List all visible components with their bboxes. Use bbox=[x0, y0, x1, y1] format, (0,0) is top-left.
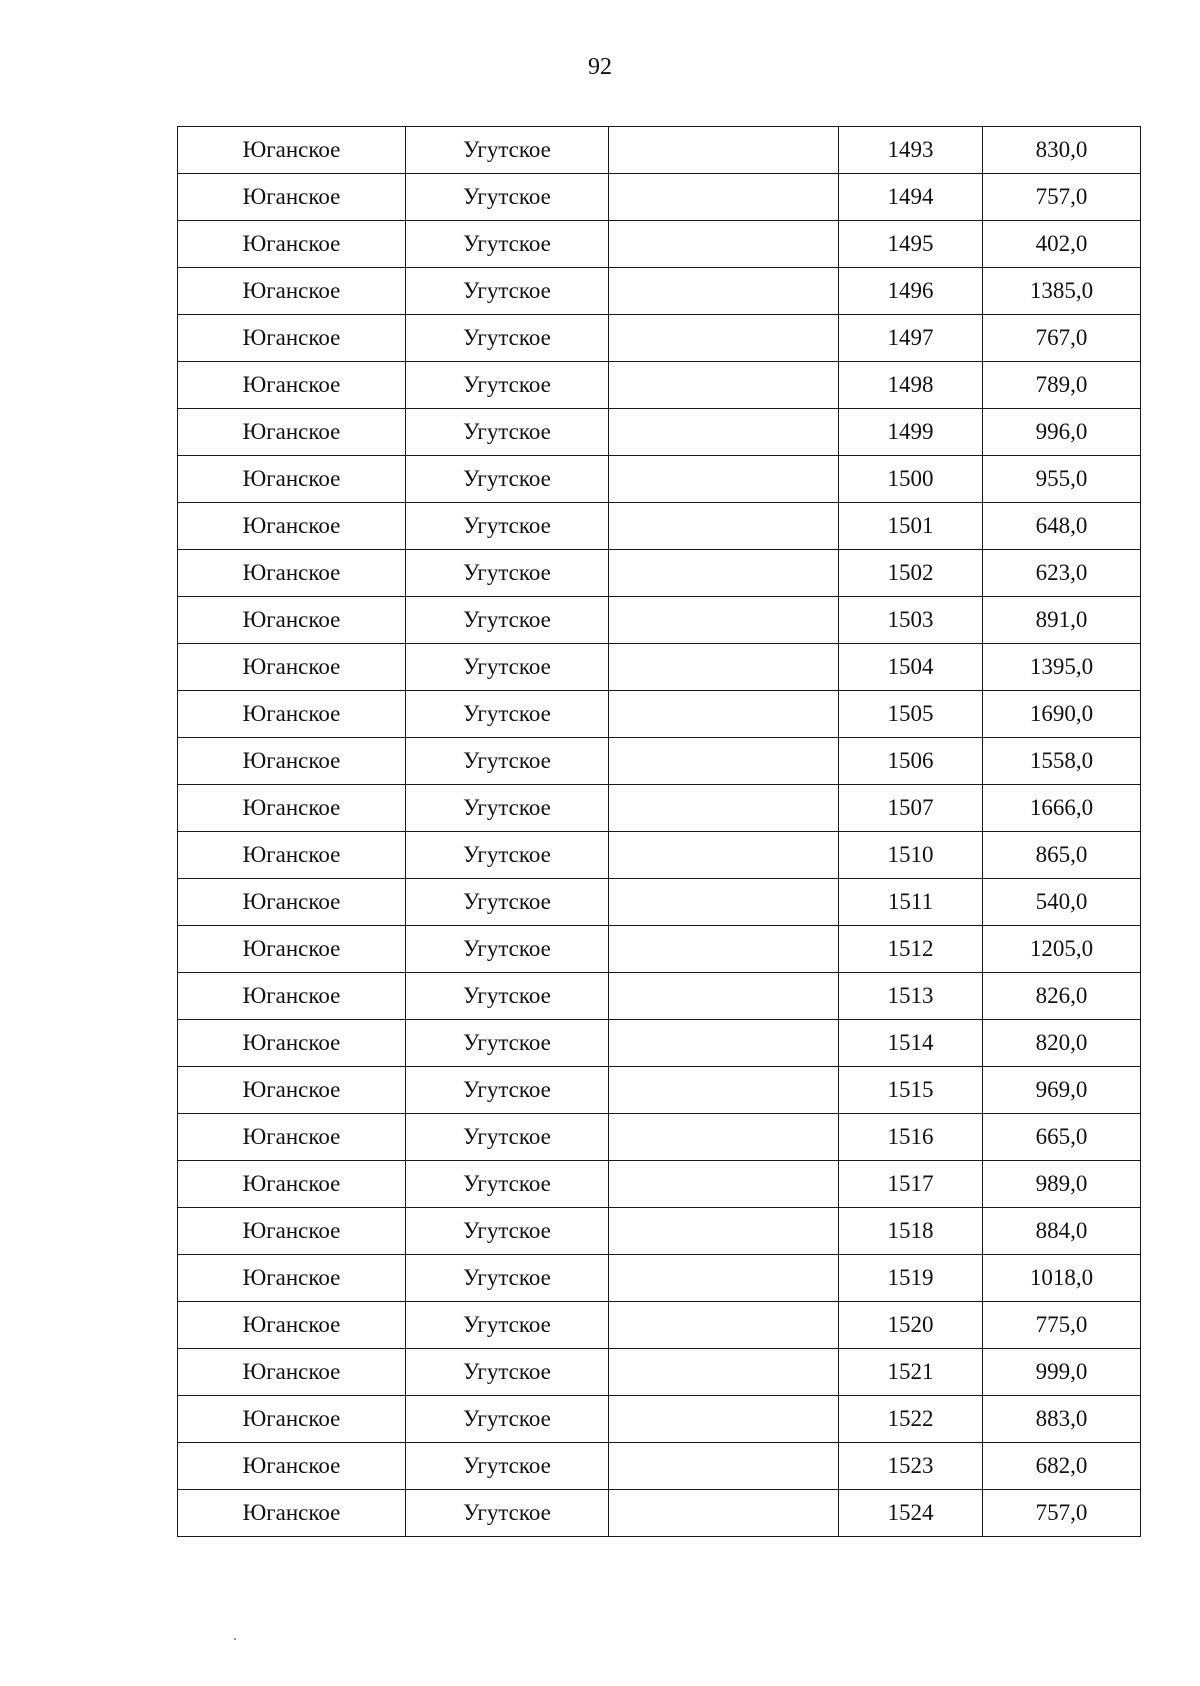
cell-deposit: Юганское bbox=[178, 409, 406, 456]
cell-number: 1503 bbox=[839, 597, 983, 644]
cell-deposit: Юганское bbox=[178, 456, 406, 503]
cell-note bbox=[609, 1208, 839, 1255]
cell-value: 999,0 bbox=[983, 1349, 1141, 1396]
cell-deposit: Юганское bbox=[178, 221, 406, 268]
table-row bbox=[178, 221, 1141, 268]
cell-number: 1493 bbox=[839, 127, 983, 174]
table-row bbox=[178, 785, 1141, 832]
table-row bbox=[178, 738, 1141, 785]
table-row bbox=[178, 1208, 1141, 1255]
table-row bbox=[178, 1161, 1141, 1208]
cell-deposit: Юганское bbox=[178, 832, 406, 879]
cell-note bbox=[609, 832, 839, 879]
table-row bbox=[178, 691, 1141, 738]
cell-number: 1501 bbox=[839, 503, 983, 550]
table-row bbox=[178, 503, 1141, 550]
cell-area: Угутское bbox=[406, 268, 609, 315]
table-row bbox=[178, 1255, 1141, 1302]
cell-number: 1522 bbox=[839, 1396, 983, 1443]
table-row bbox=[178, 268, 1141, 315]
cell-deposit: Юганское bbox=[178, 268, 406, 315]
table-row bbox=[178, 550, 1141, 597]
cell-area: Угутское bbox=[406, 1020, 609, 1067]
cell-number: 1524 bbox=[839, 1490, 983, 1537]
cell-value: 767,0 bbox=[983, 315, 1141, 362]
cell-value: 757,0 bbox=[983, 1490, 1141, 1537]
cell-note bbox=[609, 1349, 839, 1396]
cell-value: 682,0 bbox=[983, 1443, 1141, 1490]
cell-value: 648,0 bbox=[983, 503, 1141, 550]
cell-area: Угутское bbox=[406, 879, 609, 926]
cell-number: 1519 bbox=[839, 1255, 983, 1302]
cell-note bbox=[609, 1114, 839, 1161]
cell-note bbox=[609, 409, 839, 456]
cell-note bbox=[609, 644, 839, 691]
cell-number: 1497 bbox=[839, 315, 983, 362]
cell-number: 1504 bbox=[839, 644, 983, 691]
cell-note bbox=[609, 1302, 839, 1349]
cell-area: Угутское bbox=[406, 691, 609, 738]
cell-note bbox=[609, 1161, 839, 1208]
cell-deposit: Юганское bbox=[178, 1255, 406, 1302]
cell-deposit: Юганское bbox=[178, 691, 406, 738]
cell-deposit: Юганское bbox=[178, 597, 406, 644]
cell-value: 623,0 bbox=[983, 550, 1141, 597]
cell-deposit: Юганское bbox=[178, 1067, 406, 1114]
cell-deposit: Юганское bbox=[178, 1349, 406, 1396]
cell-note bbox=[609, 268, 839, 315]
table-row bbox=[178, 1302, 1141, 1349]
cell-note bbox=[609, 738, 839, 785]
cell-area: Угутское bbox=[406, 926, 609, 973]
cell-area: Угутское bbox=[406, 315, 609, 362]
cell-note bbox=[609, 1443, 839, 1490]
cell-deposit: Юганское bbox=[178, 1443, 406, 1490]
cell-deposit: Юганское bbox=[178, 1161, 406, 1208]
cell-number: 1507 bbox=[839, 785, 983, 832]
cell-number: 1500 bbox=[839, 456, 983, 503]
cell-note bbox=[609, 315, 839, 362]
cell-value: 884,0 bbox=[983, 1208, 1141, 1255]
cell-deposit: Юганское bbox=[178, 1302, 406, 1349]
cell-number: 1521 bbox=[839, 1349, 983, 1396]
cell-note bbox=[609, 879, 839, 926]
cell-area: Угутское bbox=[406, 409, 609, 456]
cell-value: 826,0 bbox=[983, 973, 1141, 1020]
cell-value: 1690,0 bbox=[983, 691, 1141, 738]
cell-note bbox=[609, 362, 839, 409]
cell-deposit: Юганское bbox=[178, 127, 406, 174]
cell-deposit: Юганское bbox=[178, 926, 406, 973]
cell-deposit: Юганское bbox=[178, 315, 406, 362]
cell-note bbox=[609, 550, 839, 597]
cell-area: Угутское bbox=[406, 1443, 609, 1490]
cell-value: 1666,0 bbox=[983, 785, 1141, 832]
cell-note bbox=[609, 597, 839, 644]
cell-area: Угутское bbox=[406, 1208, 609, 1255]
cell-number: 1512 bbox=[839, 926, 983, 973]
cell-deposit: Юганское bbox=[178, 738, 406, 785]
cell-number: 1517 bbox=[839, 1161, 983, 1208]
cell-deposit: Юганское bbox=[178, 644, 406, 691]
cell-note bbox=[609, 221, 839, 268]
cell-value: 1385,0 bbox=[983, 268, 1141, 315]
cell-value: 1205,0 bbox=[983, 926, 1141, 973]
cell-number: 1520 bbox=[839, 1302, 983, 1349]
cell-area: Угутское bbox=[406, 832, 609, 879]
cell-area: Угутское bbox=[406, 550, 609, 597]
table-row bbox=[178, 644, 1141, 691]
table-row bbox=[178, 926, 1141, 973]
table-row bbox=[178, 879, 1141, 926]
cell-value: 775,0 bbox=[983, 1302, 1141, 1349]
cell-deposit: Юганское bbox=[178, 503, 406, 550]
cell-area: Угутское bbox=[406, 738, 609, 785]
cell-value: 789,0 bbox=[983, 362, 1141, 409]
cell-value: 1395,0 bbox=[983, 644, 1141, 691]
cell-area: Угутское bbox=[406, 1396, 609, 1443]
cell-note bbox=[609, 1255, 839, 1302]
cell-value: 820,0 bbox=[983, 1020, 1141, 1067]
cell-note bbox=[609, 456, 839, 503]
cell-area: Угутское bbox=[406, 456, 609, 503]
cell-deposit: Юганское bbox=[178, 785, 406, 832]
cell-note bbox=[609, 785, 839, 832]
cell-number: 1516 bbox=[839, 1114, 983, 1161]
cell-number: 1511 bbox=[839, 879, 983, 926]
cell-deposit: Юганское bbox=[178, 1490, 406, 1537]
table-row bbox=[178, 1349, 1141, 1396]
cell-deposit: Юганское bbox=[178, 174, 406, 221]
page-number: 92 bbox=[588, 54, 612, 80]
cell-value: 989,0 bbox=[983, 1161, 1141, 1208]
data-table bbox=[177, 126, 1141, 1537]
cell-note bbox=[609, 503, 839, 550]
table-row bbox=[178, 1443, 1141, 1490]
table-row bbox=[178, 127, 1141, 174]
cell-note bbox=[609, 127, 839, 174]
cell-deposit: Юганское bbox=[178, 879, 406, 926]
table-row bbox=[178, 832, 1141, 879]
cell-area: Угутское bbox=[406, 362, 609, 409]
cell-note bbox=[609, 1490, 839, 1537]
cell-deposit: Юганское bbox=[178, 362, 406, 409]
cell-number: 1513 bbox=[839, 973, 983, 1020]
cell-value: 891,0 bbox=[983, 597, 1141, 644]
cell-area: Угутское bbox=[406, 1302, 609, 1349]
table-row bbox=[178, 1067, 1141, 1114]
cell-number: 1505 bbox=[839, 691, 983, 738]
cell-deposit: Юганское bbox=[178, 973, 406, 1020]
cell-number: 1502 bbox=[839, 550, 983, 597]
cell-number: 1523 bbox=[839, 1443, 983, 1490]
cell-area: Угутское bbox=[406, 1349, 609, 1396]
cell-value: 830,0 bbox=[983, 127, 1141, 174]
scan-speck bbox=[234, 1638, 236, 1640]
table-row bbox=[178, 174, 1141, 221]
cell-value: 955,0 bbox=[983, 456, 1141, 503]
cell-area: Угутское bbox=[406, 597, 609, 644]
table-row bbox=[178, 315, 1141, 362]
cell-deposit: Юганское bbox=[178, 1396, 406, 1443]
cell-note bbox=[609, 174, 839, 221]
cell-area: Угутское bbox=[406, 1161, 609, 1208]
cell-note bbox=[609, 691, 839, 738]
cell-number: 1514 bbox=[839, 1020, 983, 1067]
cell-value: 757,0 bbox=[983, 174, 1141, 221]
cell-value: 969,0 bbox=[983, 1067, 1141, 1114]
cell-number: 1499 bbox=[839, 409, 983, 456]
cell-value: 883,0 bbox=[983, 1396, 1141, 1443]
table-row bbox=[178, 362, 1141, 409]
cell-value: 865,0 bbox=[983, 832, 1141, 879]
cell-note bbox=[609, 973, 839, 1020]
cell-area: Угутское bbox=[406, 644, 609, 691]
cell-value: 402,0 bbox=[983, 221, 1141, 268]
cell-area: Угутское bbox=[406, 1067, 609, 1114]
cell-deposit: Юганское bbox=[178, 1208, 406, 1255]
cell-area: Угутское bbox=[406, 973, 609, 1020]
cell-number: 1494 bbox=[839, 174, 983, 221]
cell-area: Угутское bbox=[406, 174, 609, 221]
cell-value: 996,0 bbox=[983, 409, 1141, 456]
cell-area: Угутское bbox=[406, 1490, 609, 1537]
cell-note bbox=[609, 1067, 839, 1114]
cell-number: 1510 bbox=[839, 832, 983, 879]
table-row bbox=[178, 1020, 1141, 1067]
cell-value: 1018,0 bbox=[983, 1255, 1141, 1302]
table-row bbox=[178, 1490, 1141, 1537]
cell-deposit: Юганское bbox=[178, 1020, 406, 1067]
cell-value: 540,0 bbox=[983, 879, 1141, 926]
cell-area: Угутское bbox=[406, 785, 609, 832]
cell-number: 1506 bbox=[839, 738, 983, 785]
cell-area: Угутское bbox=[406, 221, 609, 268]
table-row bbox=[178, 973, 1141, 1020]
cell-area: Угутское bbox=[406, 503, 609, 550]
cell-note bbox=[609, 926, 839, 973]
cell-number: 1496 bbox=[839, 268, 983, 315]
cell-value: 665,0 bbox=[983, 1114, 1141, 1161]
cell-note bbox=[609, 1396, 839, 1443]
cell-deposit: Юганское bbox=[178, 550, 406, 597]
cell-number: 1518 bbox=[839, 1208, 983, 1255]
cell-area: Угутское bbox=[406, 127, 609, 174]
table-row bbox=[178, 1396, 1141, 1443]
cell-area: Угутское bbox=[406, 1114, 609, 1161]
cell-deposit: Юганское bbox=[178, 1114, 406, 1161]
table-row bbox=[178, 409, 1141, 456]
cell-number: 1515 bbox=[839, 1067, 983, 1114]
table-body bbox=[178, 127, 1141, 1537]
cell-note bbox=[609, 1020, 839, 1067]
table-row bbox=[178, 456, 1141, 503]
cell-number: 1498 bbox=[839, 362, 983, 409]
table-row bbox=[178, 597, 1141, 644]
cell-number: 1495 bbox=[839, 221, 983, 268]
table-row bbox=[178, 1114, 1141, 1161]
cell-value: 1558,0 bbox=[983, 738, 1141, 785]
cell-area: Угутское bbox=[406, 1255, 609, 1302]
